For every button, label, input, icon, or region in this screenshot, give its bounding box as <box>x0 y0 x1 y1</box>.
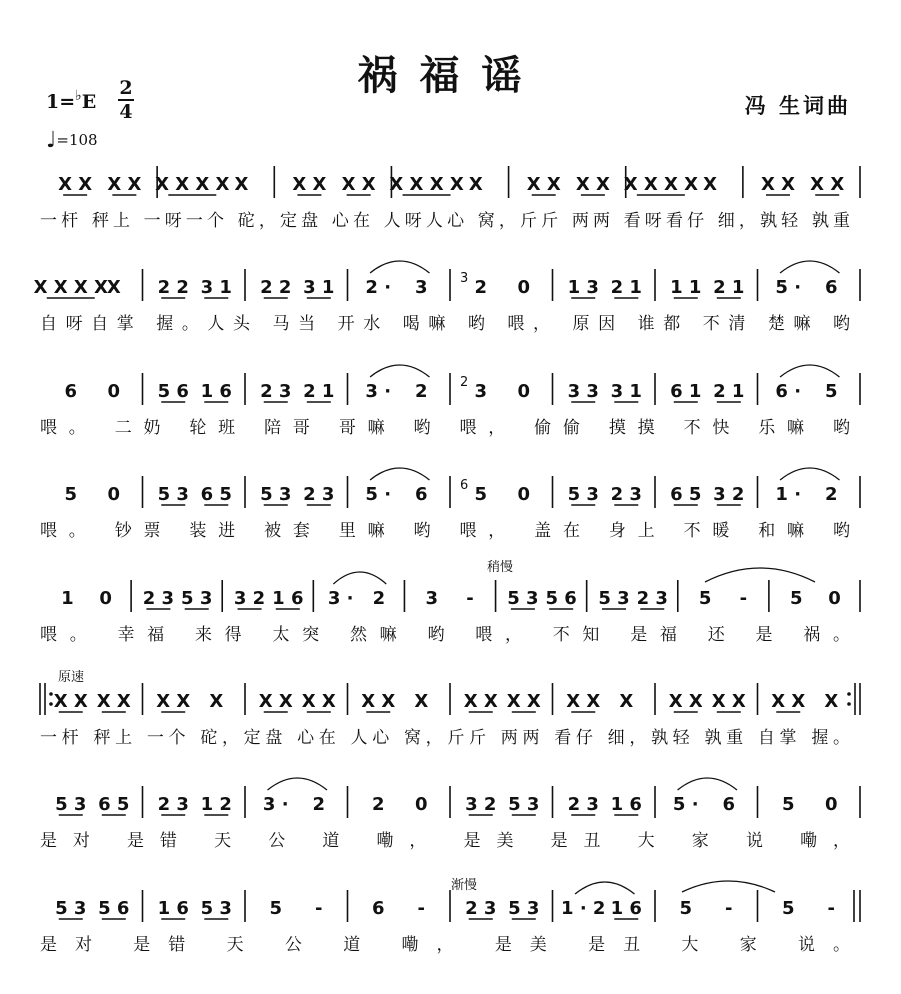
note-group: 3 2 <box>713 484 745 505</box>
key-letter: E <box>81 91 97 113</box>
note-group: 0 <box>107 484 121 505</box>
note-group: X X <box>575 174 610 195</box>
slur-arc <box>678 778 737 790</box>
note-group: 5 <box>64 484 78 505</box>
slur-arc <box>268 778 327 790</box>
lyric-line: 一杆 秤上 一呀一个 砣，定盘 心在 人呀人心 窝，斤斤 两两 看呀看仔 细，孰轻 孰重 <box>40 211 850 231</box>
note-group: - <box>827 898 836 919</box>
slur-arc <box>370 468 429 480</box>
note-group: X X <box>760 174 796 195</box>
note-group: 0 <box>517 277 531 298</box>
note-group: 0 <box>828 588 841 609</box>
note-group: 3 · <box>262 794 289 815</box>
note-group: X <box>209 691 224 712</box>
note-group: 2 3 <box>636 588 668 609</box>
note-group: 2 3 <box>260 381 292 402</box>
note-group: 5 · <box>672 794 699 815</box>
note-group: 3 1 <box>610 381 642 402</box>
slur-arc <box>370 365 429 377</box>
note-group: 5 <box>781 794 795 815</box>
note-group: 5 3 <box>157 484 189 505</box>
note-group: X X X X <box>155 174 230 195</box>
note-group: 3 3 <box>567 381 599 402</box>
repeat-dot <box>847 702 851 706</box>
note-group: X X <box>771 691 806 712</box>
note-group: X <box>619 691 634 712</box>
note-group: 5 3 <box>181 588 213 609</box>
note-group: 2 · <box>365 277 392 298</box>
note-group: 5 <box>781 898 795 919</box>
note-group: 5 <box>789 588 803 609</box>
note-group: X <box>703 174 718 195</box>
note-group: X X <box>258 691 293 712</box>
tempo-original-mark: 原速 <box>58 670 85 685</box>
note-group: X X <box>506 691 541 712</box>
note-group: 5 3 <box>55 794 87 815</box>
note-group: 1 6 <box>200 381 232 402</box>
note-group: X X <box>341 174 376 195</box>
note-group: X X <box>526 174 561 195</box>
note-group: 5 · <box>365 484 392 505</box>
note-group: 1 <box>61 588 74 609</box>
note-group: 2 <box>372 588 386 609</box>
note-group: 5 <box>679 898 693 919</box>
note-group: 0 <box>517 484 531 505</box>
note-group: X X <box>463 691 498 712</box>
lyric-line: 喂。 幸福 来得 太突 然嘛 哟 喂， 不知 是福 还 是 祸。 <box>40 625 850 645</box>
repeat-dot <box>847 692 851 696</box>
note-group: 5 3 <box>508 898 540 919</box>
tempo-gradually-mark: 渐慢 <box>451 878 478 893</box>
note-group: 6 · <box>775 381 802 402</box>
tie-arc <box>705 568 815 582</box>
note-group: 2 <box>312 794 326 815</box>
repeat-dot <box>49 692 53 696</box>
slur-arc <box>370 261 429 273</box>
note-group: X X <box>668 691 703 712</box>
note-group: 0 <box>415 794 428 815</box>
note-group: - <box>739 588 748 609</box>
note-group: 2 <box>825 484 838 505</box>
note-group: 2 2 <box>157 277 189 298</box>
grace-note: 2 <box>460 375 469 390</box>
note-group: 2 3 <box>610 484 642 505</box>
note-group: - <box>725 898 733 919</box>
composer-credit: 冯 生词曲 <box>744 94 851 118</box>
note-group: - <box>466 588 474 609</box>
note-group: 5 6 <box>157 381 189 402</box>
lyric-line: 是对 是错 天 公 道 嘞， 是美 是丑 大 家 说 嘞， <box>40 831 851 851</box>
note-group: 2 3 <box>157 794 189 815</box>
slur-arc <box>780 468 839 480</box>
note-group: 3 <box>415 277 428 298</box>
note-group: 2 1 <box>610 277 642 298</box>
slur-arc <box>575 882 634 894</box>
note-group: 3 2 <box>233 588 266 609</box>
note-group: 5 6 <box>98 898 130 919</box>
note-group: 1 6 <box>610 898 642 919</box>
tempo-slower-mark: 稍慢 <box>487 560 514 575</box>
note-group: 5 <box>698 588 712 609</box>
slur-arc <box>780 365 839 377</box>
flat-symbol: ♭ <box>75 88 82 104</box>
key-prefix: 1= <box>46 91 76 113</box>
note-group: X X <box>53 691 88 712</box>
note-group: 2 3 <box>303 484 335 505</box>
note-group: 1 · <box>775 484 802 505</box>
note-group: 5 3 <box>200 898 232 919</box>
note-group: 3 1 <box>200 277 232 298</box>
grace-note: 3 <box>460 271 469 286</box>
note-group: 1 3 <box>567 277 599 298</box>
note-group: 5 · <box>775 277 802 298</box>
note-group: 1 6 <box>610 794 642 815</box>
note-group: 6 <box>415 484 428 505</box>
note-group: 2 2 <box>260 277 292 298</box>
note-group: 2 <box>371 794 385 815</box>
note-group: 2 3 <box>465 898 497 919</box>
lyric-line: 喂。 二奶 轮班 陪哥 哥嘛 哟 喂， 偷偷 摸摸 不快 乐嘛 哟 <box>40 418 850 438</box>
song-title: 祸福谣 <box>357 52 544 99</box>
note-group: X <box>234 174 249 195</box>
note-group: 2 1 <box>303 381 335 402</box>
note-group: 3 <box>474 381 488 402</box>
note-group: X <box>106 277 121 298</box>
meter-bottom: 4 <box>119 101 133 123</box>
note-group: 5 <box>269 898 283 919</box>
note-group: X X <box>58 174 93 195</box>
note-group: 5 3 <box>55 898 87 919</box>
note-group: 3 2 <box>465 794 497 815</box>
note-group: 5 6 <box>545 588 577 609</box>
note-group: 3 · <box>327 588 354 609</box>
lyric-line: 一杆 秤上 一个 砣，定盘 心在 人心 窝，斤斤 两两 看仔 细，孰轻 孰重 自掌 握。 <box>40 728 850 748</box>
note-group: 1 1 <box>670 277 702 298</box>
note-group: X X <box>711 691 746 712</box>
note-group: 6 <box>722 794 736 815</box>
note-group: 0 <box>107 381 121 402</box>
note-group: 5 <box>474 484 488 505</box>
note-group: 2 <box>474 277 488 298</box>
lyric-line: 喂。 钞票 装进 被套 里嘛 哟 喂， 盖在 身上 不暖 和嘛 哟 <box>40 521 850 541</box>
note-group: 2 3 <box>142 588 175 609</box>
note-group: X <box>414 691 429 712</box>
note-group: 5 3 <box>260 484 292 505</box>
slur-arc <box>780 261 839 273</box>
note-group: 2 1 <box>713 277 745 298</box>
note-group: X X <box>361 691 396 712</box>
slur-arc <box>333 572 386 584</box>
lyric-line: 是对 是错 天 公 道 嘞， 是美 是丑 大 家 说。 <box>40 935 850 955</box>
note-group: 6 5 <box>98 794 130 815</box>
note-group: 2 <box>415 381 428 402</box>
note-group: 6 <box>64 381 78 402</box>
note-group: 3 <box>425 588 439 609</box>
note-group: 3 1 <box>303 277 335 298</box>
meter-top: 2 <box>119 77 133 99</box>
note-group: X X X X <box>623 174 699 195</box>
note-group: 5 <box>825 381 838 402</box>
note-group: X X X X <box>389 174 464 195</box>
note-group: 6 5 <box>200 484 232 505</box>
note-group: 2 3 <box>567 794 599 815</box>
note-group: 1 · 2 <box>561 898 606 919</box>
note-group: X X <box>301 691 336 712</box>
note-group: 6 <box>371 898 385 919</box>
note-group: - <box>315 898 323 919</box>
note-group: 5 3 <box>598 588 630 609</box>
note-group: X X <box>156 691 191 712</box>
note-group: X X <box>107 174 142 195</box>
note-group: 5 3 <box>508 794 540 815</box>
note-group: X X <box>566 691 601 712</box>
tempo-value: =108 <box>56 131 98 149</box>
repeat-dot <box>49 702 53 706</box>
note-group: 5 3 <box>507 588 539 609</box>
quarter-note-icon: ♩ <box>46 128 57 153</box>
note-group: 6 5 <box>670 484 702 505</box>
note-group: - <box>417 898 426 919</box>
note-group: X <box>468 174 483 195</box>
note-group: X X X X <box>33 277 108 298</box>
note-group: 0 <box>825 794 838 815</box>
note-group: 2 1 <box>713 381 745 402</box>
note-group: 3 · <box>365 381 392 402</box>
note-group: X X <box>96 691 131 712</box>
note-group: 0 <box>517 381 531 402</box>
grace-note: 6 <box>460 478 469 493</box>
note-group: 6 <box>825 277 838 298</box>
note-group: 1 2 <box>200 794 232 815</box>
note-group: 5 3 <box>567 484 599 505</box>
note-group: X X <box>292 174 327 195</box>
note-group: X <box>824 691 839 712</box>
lyric-line: 自呀自掌 握。人头 马当 开水 喝嘛 哟 喂， 原因 谁都 不清 楚嘛 哟 <box>40 314 850 334</box>
note-group: 0 <box>99 588 112 609</box>
note-group: 6 1 <box>670 381 702 402</box>
note-group: 1 6 <box>272 588 304 609</box>
note-group: X X <box>810 174 845 195</box>
note-group: 1 6 <box>157 898 189 919</box>
tie-arc <box>682 881 775 892</box>
